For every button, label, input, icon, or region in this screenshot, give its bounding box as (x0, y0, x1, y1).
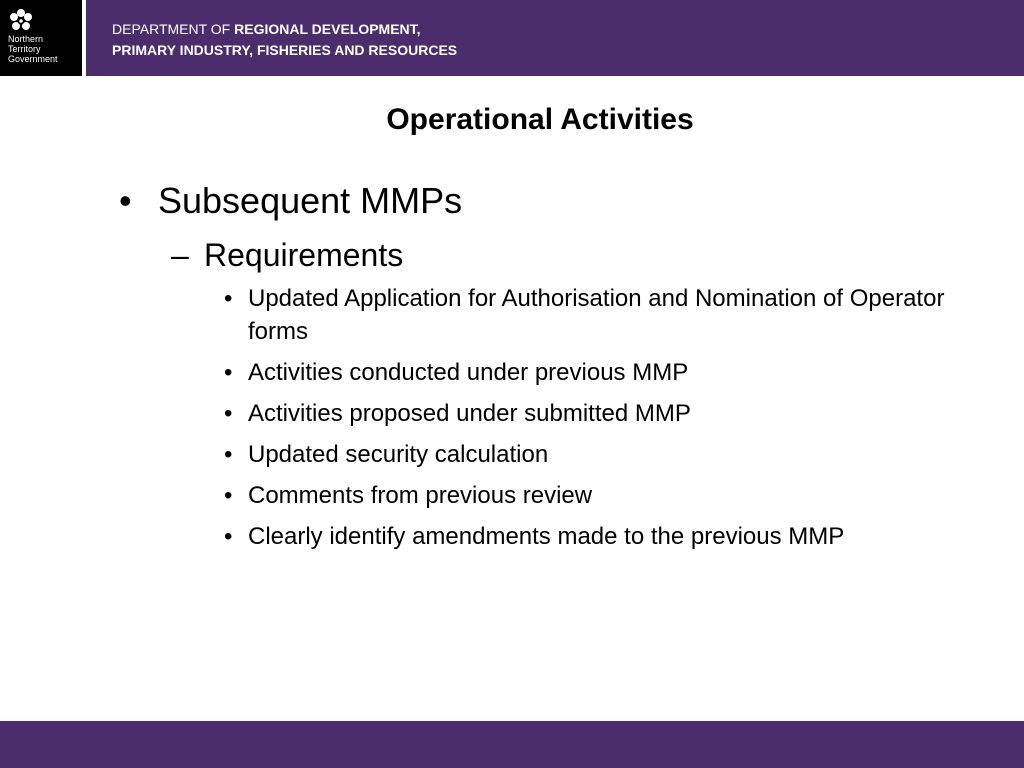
bullet-level-3-item (224, 282, 984, 348)
bullet-marker: • (224, 285, 233, 312)
bullet-text: Subsequent MMPs (158, 180, 463, 221)
department-name-line2: PRIMARY INDUSTRY, FISHERIES AND RESOURCES (112, 42, 458, 58)
dash-marker: – (171, 237, 189, 273)
bullet-text: Comments from previous review (248, 482, 593, 509)
bullet-level-3-item (224, 356, 984, 389)
bullet-text: Requirements (204, 237, 404, 273)
bullet-text: Updated Application for Authorisation and Nomination of Operator forms (248, 285, 945, 345)
bullet-text: Activities proposed under submitted MMP (248, 400, 691, 427)
bullet-level-3-item (224, 438, 984, 471)
bullet-marker: • (224, 523, 233, 550)
bullet-marker: • (119, 180, 132, 221)
bullet-marker: • (224, 482, 233, 509)
bullet-text: Activities conducted under previous MMP (248, 359, 689, 386)
bullet-text: Updated security calculation (248, 441, 549, 468)
bullet-level-3-item (224, 397, 984, 430)
slide-title: Operational Activities (386, 103, 694, 136)
bullet-marker: • (224, 359, 233, 386)
logo-line-1: Northern (8, 34, 44, 44)
logo-line-3: Government (8, 54, 58, 64)
bullet-level-3-item (224, 520, 984, 553)
department-prefix: DEPARTMENT OF (112, 21, 235, 37)
logo-line-2: Territory (8, 44, 41, 54)
footer-bar (0, 721, 1024, 768)
bullet-level-3-item (224, 479, 984, 512)
bullet-marker: • (224, 441, 233, 468)
department-name-bold: REGIONAL DEVELOPMENT, (234, 21, 421, 37)
bullet-text: Clearly identify amendments made to the previous MMP (248, 523, 845, 550)
bullet-marker: • (224, 400, 233, 427)
